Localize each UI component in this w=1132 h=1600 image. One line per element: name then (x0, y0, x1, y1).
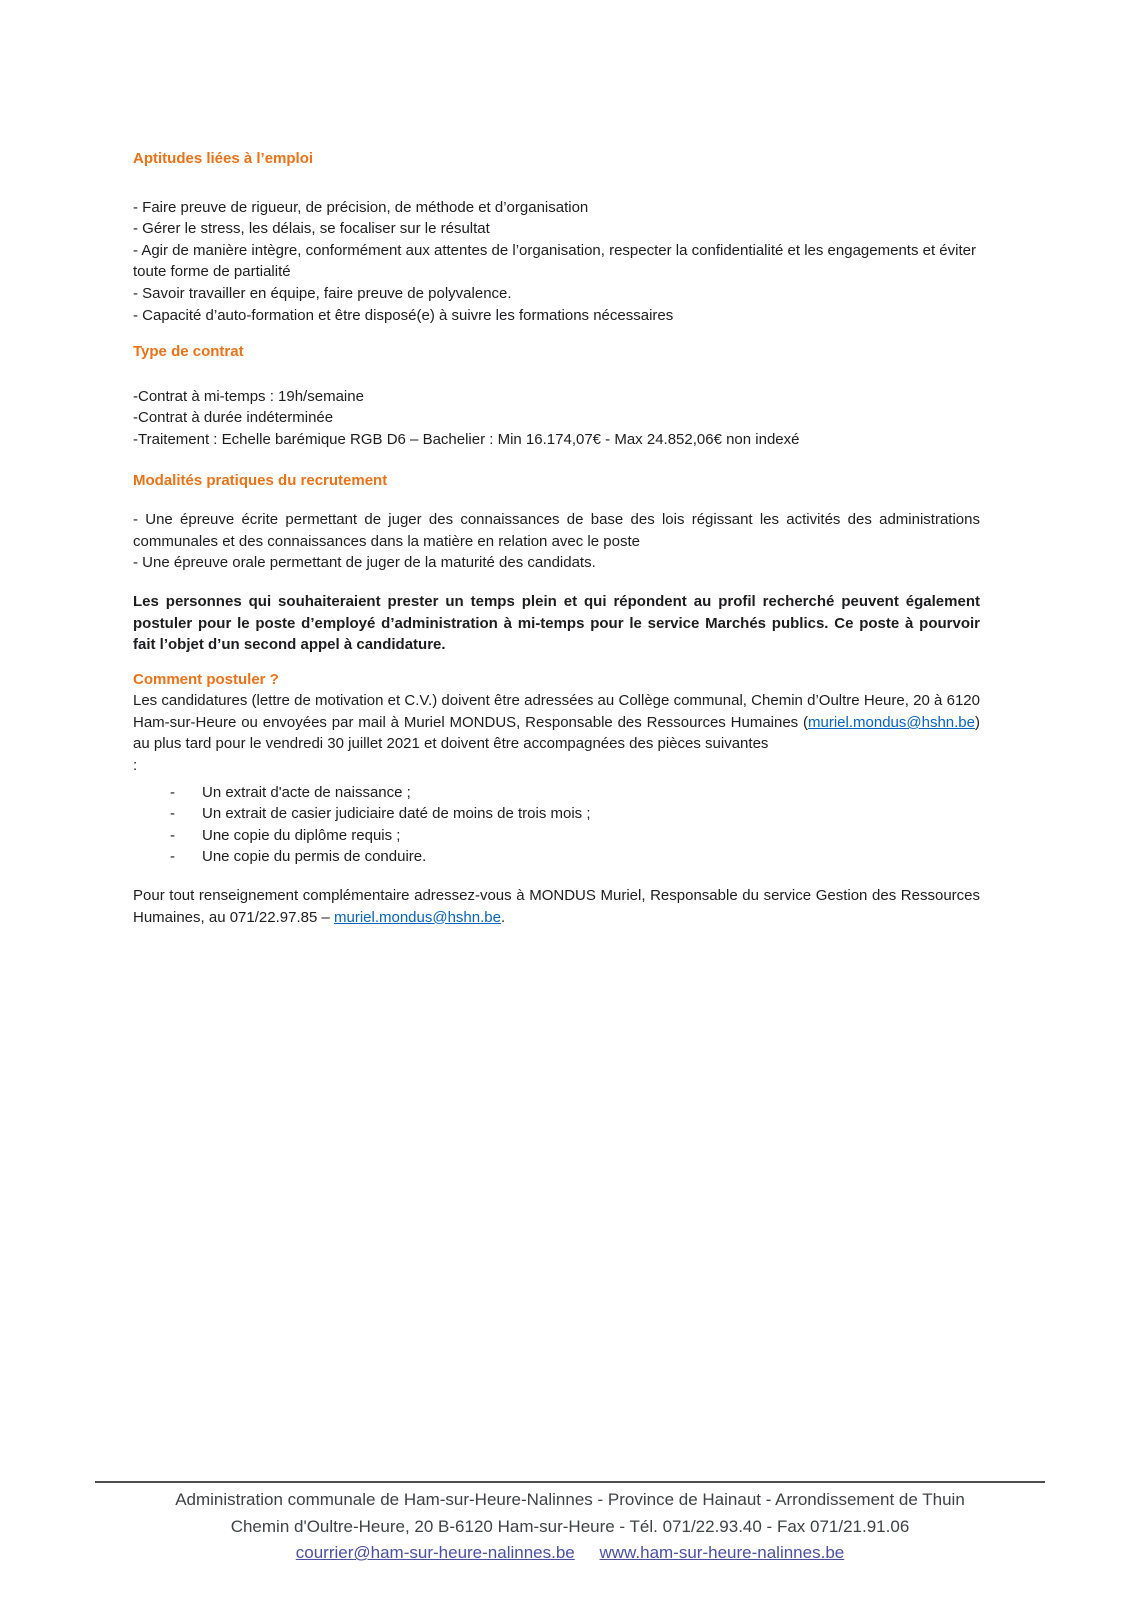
aptitude-line: - Agir de manière intègre, conformément aux attentes de l’organisation, respecter la confidentialité et les engagements et éviter toute forme de partialité (133, 241, 976, 281)
modalites-orale: - Une épreuve orale permettant de juger de la maturité des candidats. (133, 554, 596, 572)
aptitude-line: - Savoir travailler en équipe, faire preuve de polyvalence. (133, 284, 512, 302)
contrat-list (133, 386, 980, 451)
contact-text-before: Pour tout renseignement complémentaire adressez-vous à MONDUS Muriel, Responsable du service Gestion des Ressources Humaines, au 071/22.97.85 – (133, 887, 980, 926)
list-item-text: Une copie du diplôme requis ; (202, 826, 401, 844)
aptitude-line: - Faire preuve de rigueur, de précision, de méthode et d’organisation (133, 198, 589, 216)
modalites-paragraph (133, 509, 980, 574)
page-footer (95, 1481, 1045, 1567)
footer-links-line (95, 1540, 1045, 1567)
temps-plein-notice: Les personnes qui souhaiteraient prester un temps plein et qui répondent au profil recherché peuvent également postuler pour le poste d’employé d’administration à mi-temps pour le service Marchés publics. Ce poste à pourvoir fait l’objet d’un second appel à candidature. (133, 592, 980, 654)
list-dash: - (170, 826, 175, 844)
candidature-text-before: Les candidatures (lettre de motivation et C.V.) doivent être adressées au Collège communal, Chemin d’Oultre Heure, 20 à 6120 Ham-sur-Heure ou envoyées par mail à Muriel MONDUS, Responsable des Ressources Humaines ( (133, 692, 980, 731)
list-dash: - (170, 805, 175, 823)
section-heading-modalites: Modalités pratiques du recrutement (133, 471, 388, 489)
email-link-candidature[interactable]: muriel.mondus@hshn.be (808, 713, 975, 731)
modalites-ecrite: - Une épreuve écrite permettant de juger des connaissances de base des lois régissant les activités des administrations communales et des connaissances dans la matière en relation avec le poste (133, 511, 980, 550)
contact-text-after: . (500, 908, 506, 926)
list-item (133, 846, 980, 868)
section-heading-contrat: Type de contrat (133, 343, 244, 361)
list-item (133, 782, 980, 804)
contrat-line: -Contrat à durée indéterminée (133, 409, 334, 427)
contact-paragraph (133, 885, 980, 928)
documents-list (133, 782, 980, 868)
list-item (133, 825, 980, 847)
footer-website-link[interactable]: www.ham-sur-heure-nalinnes.be (599, 1543, 845, 1562)
candidature-paragraph (133, 690, 980, 755)
footer-address-line: Chemin d'Oultre-Heure, 20 B-6120 Ham-sur-Heure - Tél. 071/22.93.40 - Fax 071/21.91.06 (230, 1516, 910, 1536)
section-heading-aptitudes: Aptitudes liées à l’emploi (133, 150, 314, 167)
aptitude-line: - Capacité d’auto-formation et être disposé(e) à suivre les formations nécessaires (133, 306, 674, 324)
contrat-line: -Contrat à mi-temps : 19h/semaine (133, 387, 364, 405)
document-body (133, 148, 980, 928)
contrat-line: -Traitement : Echelle barémique RGB D6 – Bachelier : Min 16.174,07€ - Max 24.852,06€ non indexé (133, 430, 800, 448)
colon-line: : (133, 757, 138, 775)
list-dash: - (170, 783, 175, 801)
candidature-text-after: ) au plus tard pour le vendredi 30 juillet 2021 et doivent être accompagnées des pièces suivantes (133, 713, 980, 753)
footer-administration-line: Administration communale de Ham-sur-Heure-Nalinnes - Province de Hainaut - Arrondissement de Thuin (175, 1490, 965, 1509)
list-item-text: Un extrait d'acte de naissance ; (202, 783, 411, 801)
list-item (133, 803, 980, 825)
footer-divider (95, 1481, 1045, 1483)
aptitude-line: - Gérer le stress, les délais, se focaliser sur le résultat (133, 220, 490, 238)
footer-email-link[interactable]: courrier@ham-sur-heure-nalinnes.be (295, 1543, 575, 1562)
list-dash: - (170, 848, 175, 866)
section-heading-postuler: Comment postuler ? (133, 670, 279, 688)
email-link-contact[interactable]: muriel.mondus@hshn.be (333, 908, 501, 926)
list-item-text: Une copie du permis de conduire. (202, 848, 427, 866)
aptitudes-list (133, 197, 980, 327)
list-item-text: Un extrait de casier judiciaire daté de moins de trois mois ; (202, 805, 591, 823)
